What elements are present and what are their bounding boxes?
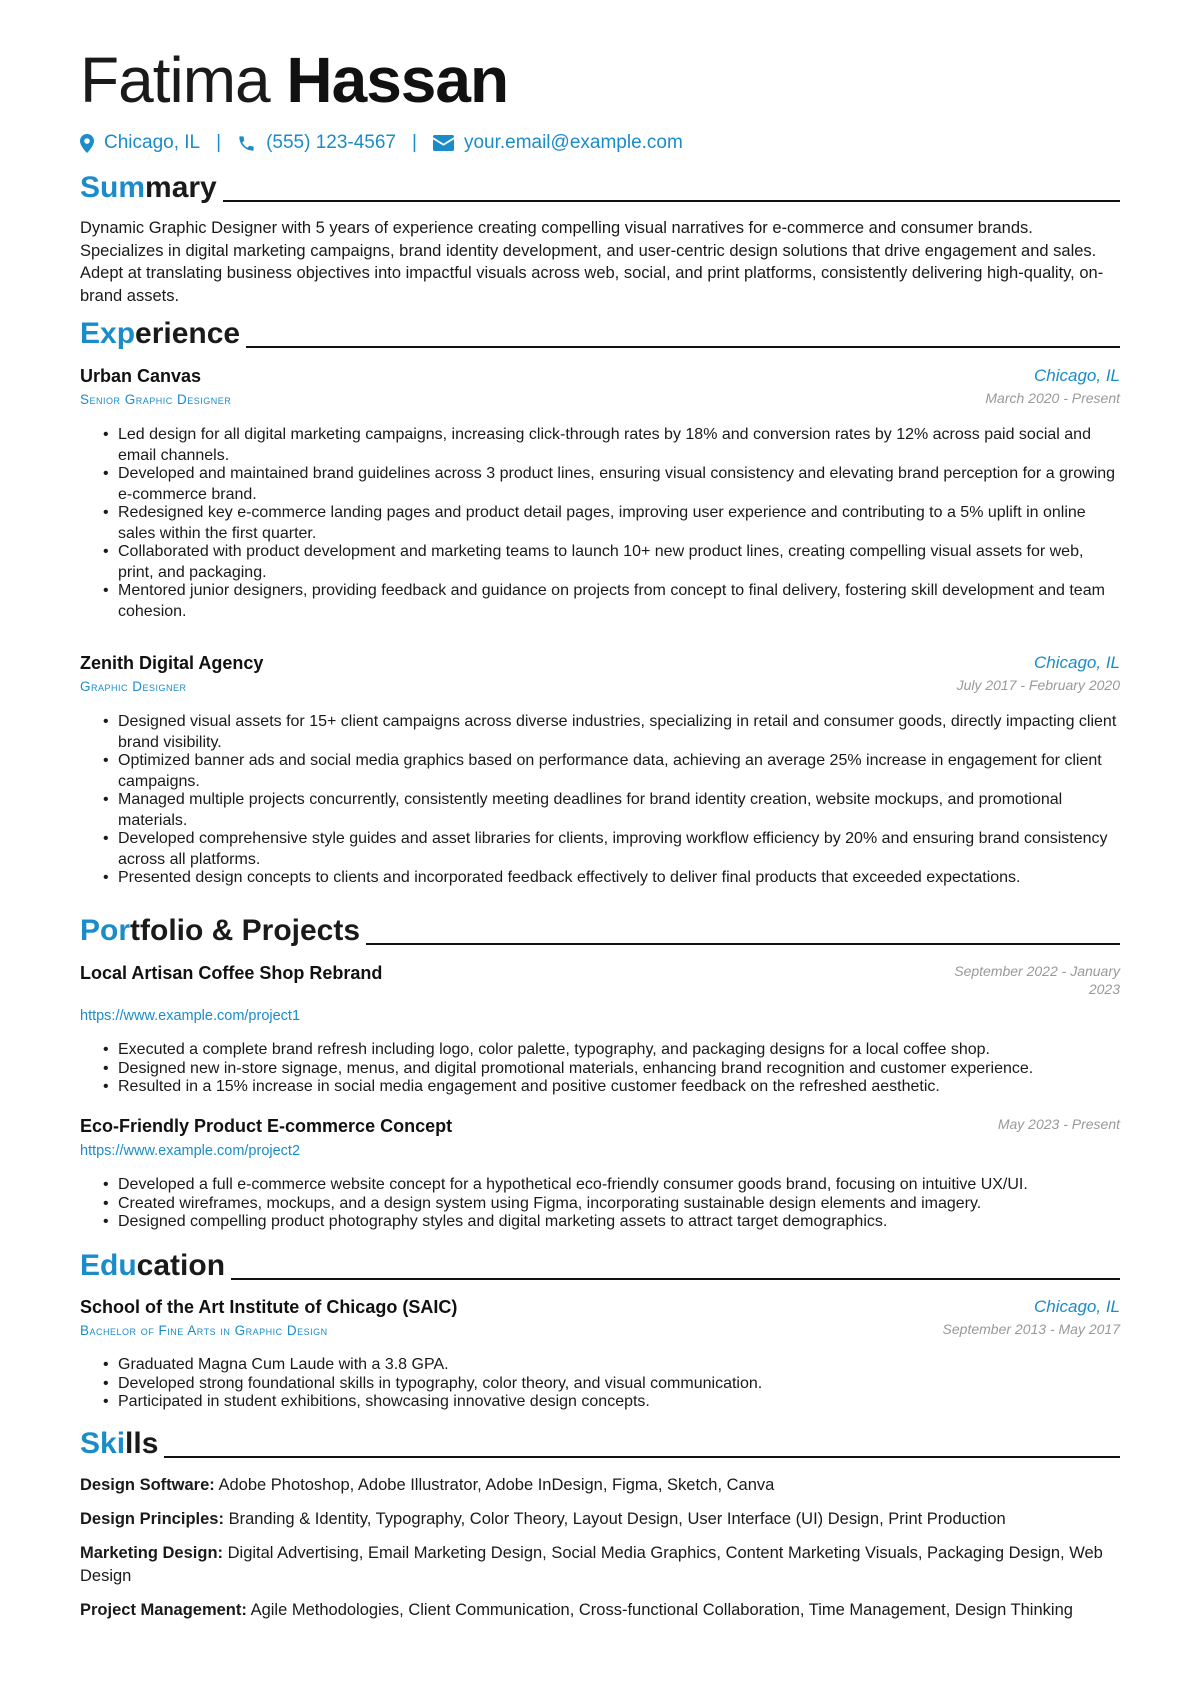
project-name: Local Artisan Coffee Shop Rebrand: [80, 963, 383, 983]
project-dates: September 2022 - January 2023: [954, 963, 1120, 997]
skill-row: Project Management: Agile Methodologies, Client Communication, Cross-functional Collaboration, Time Management, Design Thinking: [80, 1601, 1073, 1619]
experience-heading: Experience: [80, 314, 1120, 354]
section-rule: [246, 346, 1120, 348]
email-text: your.email@example.com: [463, 132, 683, 153]
job-company: Zenith Digital Agency: [80, 653, 264, 673]
project-bullets: [80, 1041, 1120, 1097]
list-item: • Developed a full e-commerce website concept for a hypothetical eco-friendly consumer goods brand, focusing on intuitive UX/UI.: [80, 1176, 1120, 1195]
project-bullets: [80, 1176, 1120, 1232]
job-location: Chicago, IL: [1034, 653, 1120, 672]
project-link[interactable]: https://www.example.com/project1: [80, 1008, 301, 1024]
list-item: • Participated in student exhibitions, showcasing innovative design concepts.: [80, 1393, 1120, 1412]
email-item[interactable]: [433, 132, 683, 154]
contact-bar: [80, 132, 683, 154]
location-item: [80, 132, 200, 154]
project-name: Eco-Friendly Product E-commerce Concept: [80, 1116, 453, 1136]
project-dates: May 2023 - Present: [997, 1116, 1120, 1132]
summary-heading: Summary: [80, 168, 1120, 208]
list-item: • Designed visual assets for 15+ client campaigns across diverse industries, specializing in retail and consumer goods, directly impacting client brand visibility.: [80, 711, 1120, 753]
summary-text: Dynamic Graphic Designer with 5 years of experience creating compelling visual narratives for e-commerce and consumer brands. Specializes in digital marketing campaigns, brand identity development, and user-centric design solutions that drive engagement and sales. Adept at translating business objectives into impactful visuals across web, social, and print platforms, consistently delivering high-quality, on-brand assets.: [80, 219, 1104, 305]
education-bullets: [80, 1356, 1120, 1412]
section-rule: [231, 1278, 1120, 1280]
first-name: Fatima: [80, 44, 270, 116]
school-name: School of the Art Institute of Chicago (SAIC): [80, 1297, 458, 1317]
list-item: • Optimized banner ads and social media graphics based on performance data, achieving an average 25% increase in engagement for client campaigns.: [80, 750, 1120, 792]
list-item: • Graduated Magna Cum Laude with a 3.8 GPA.: [80, 1356, 1120, 1375]
phone-icon: [237, 134, 256, 153]
contact-separator: |: [216, 132, 222, 153]
job-company: Urban Canvas: [80, 366, 202, 386]
list-item: • Developed comprehensive style guides and asset libraries for clients, improving workflow efficiency by 20% and ensuring brand consistency across all platforms.: [80, 828, 1120, 870]
list-item: • Managed multiple projects concurrently, consistently meeting deadlines for brand identity creation, website mockups, and promotional materials.: [80, 789, 1120, 831]
phone-item[interactable]: [237, 132, 396, 154]
list-item: • Mentored junior designers, providing feedback and guidance on projects from concept to final delivery, fostering skill development and team cohesion.: [80, 580, 1120, 622]
education-dates: September 2013 - May 2017: [942, 1321, 1120, 1337]
skill-row: Design Principles: Branding & Identity, Typography, Color Theory, Layout Design, User Interface (UI) Design, Print Production: [80, 1510, 1006, 1528]
location-text: Chicago, IL: [104, 132, 201, 153]
list-item: • Resulted in a 15% increase in social media engagement and positive customer feedback on the refreshed aesthetic.: [80, 1078, 1120, 1097]
candidate-name: [80, 40, 508, 120]
contact-separator: |: [412, 132, 417, 153]
list-item: • Designed compelling product photography styles and digital marketing assets to attract target demographics.: [80, 1213, 1120, 1232]
job-role: Senior Graphic Designer: [80, 392, 232, 407]
list-item: • Led design for all digital marketing campaigns, increasing click-through rates by 18% and conversion rates by 12% across paid social and email channels.: [80, 424, 1120, 466]
section-rule: [223, 200, 1120, 202]
job-dates: March 2020 - Present: [985, 390, 1120, 406]
job-location: Chicago, IL: [1034, 366, 1120, 385]
job-dates: July 2017 - February 2020: [956, 677, 1120, 693]
skill-row: Design Software: Adobe Photoshop, Adobe Illustrator, Adobe InDesign, Figma, Sketch, Canva: [80, 1476, 775, 1494]
school-location: Chicago, IL: [1034, 1297, 1120, 1316]
skill-row: Marketing Design: Digital Advertising, Email Marketing Design, Social Media Graphics, Content Marketing Visuals, Packaging Design, Web Design: [80, 1544, 1103, 1585]
section-rule: [164, 1456, 1120, 1458]
projects-heading: Portfolio & Projects: [80, 911, 1120, 951]
job-role: Graphic Designer: [80, 679, 187, 694]
envelope-icon: [433, 135, 454, 151]
map-pin-icon: [80, 134, 94, 153]
project-link[interactable]: https://www.example.com/project2: [80, 1143, 301, 1159]
degree: Bachelor of Fine Arts in Graphic Design: [80, 1323, 328, 1338]
list-item: • Designed new in-store signage, menus, and digital promotional materials, enhancing brand recognition and customer experience.: [80, 1060, 1120, 1079]
list-item: • Collaborated with product development and marketing teams to launch 10+ new product lines, creating compelling visual assets for web, print, and packaging.: [80, 541, 1120, 583]
list-item: • Executed a complete brand refresh including logo, color palette, typography, and packaging designs for a local coffee shop.: [80, 1041, 1120, 1060]
job-bullets: [80, 711, 1120, 885]
list-item: • Developed strong foundational skills in typography, color theory, and visual communication.: [80, 1375, 1120, 1394]
section-rule: [366, 943, 1120, 945]
job-bullets: [80, 424, 1120, 619]
phone-text: (555) 123-4567: [266, 132, 396, 153]
list-item: • Created wireframes, mockups, and a design system using Figma, incorporating sustainable design elements and imagery.: [80, 1195, 1120, 1214]
skills-heading: Skills: [80, 1424, 1120, 1464]
list-item: • Redesigned key e-commerce landing pages and product detail pages, improving user experience and contributing to a 5% uplift in online sales within the first quarter.: [80, 502, 1120, 544]
education-heading: Education: [80, 1246, 1120, 1286]
list-item: • Developed and maintained brand guidelines across 3 product lines, ensuring visual consistency and elevating brand perception for a growing e-commerce brand.: [80, 463, 1120, 505]
last-name: Hassan: [286, 44, 509, 116]
list-item: • Presented design concepts to clients and incorporated feedback effectively to deliver final products that exceeded expectations.: [80, 867, 1120, 888]
